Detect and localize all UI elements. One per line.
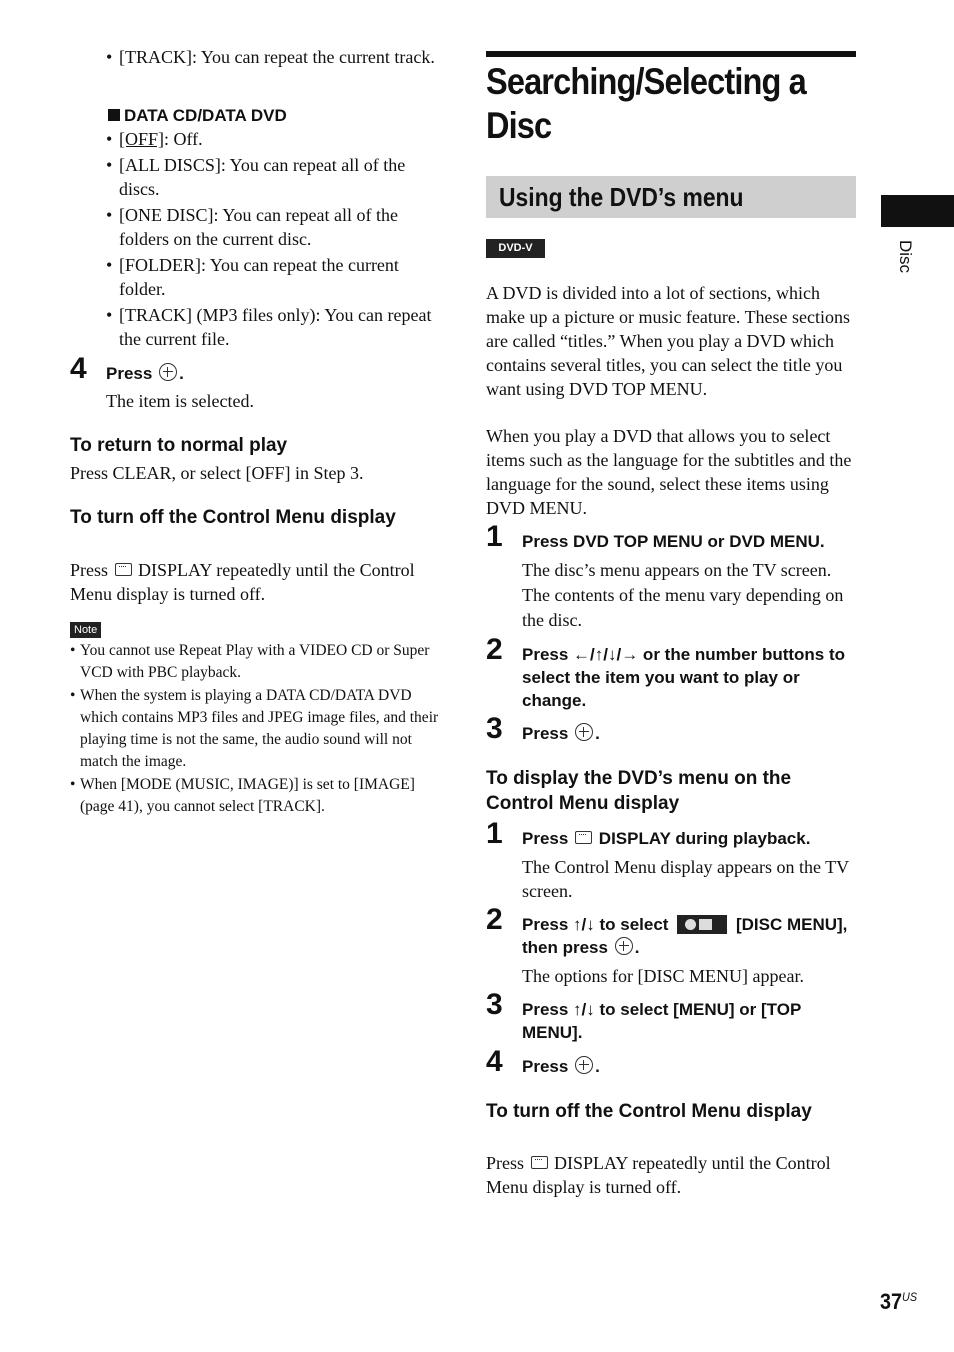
step-instruction: Press . [522,1057,600,1076]
list-item: • [OFF]: Off. [106,129,203,149]
section-heading: To turn off the Control Menu display [486,1101,812,1122]
side-tab-marker [881,195,954,227]
list-item: • [TRACK] (MP3 files only): You can repeat the current file. [106,305,432,349]
track-bullet-text: [TRACK]: You can repeat the current track. [119,47,435,67]
step-result: The Control Menu display appears on the TV screen. [522,857,849,901]
step-instruction: Press ↑/↓ to select [MENU] or [TOP MENU]. [522,1000,801,1042]
display-button-icon [115,563,132,576]
step-instruction: Press ←/↑/↓/→ or the number buttons to select the item you want to play or change. [522,645,846,710]
page-number: $37^{US}$ [880,1289,918,1314]
enter-button-icon [575,1056,593,1074]
section-banner-title: Using the DVD’s menu [499,182,744,212]
paragraph: Press DISPLAY repeatedly until the Control Menu display is turned off. [486,1153,831,1197]
step-number: 4 [70,352,87,385]
section-heading: To return to normal play [70,435,288,456]
title-rule [486,51,856,57]
page-title: Searching/Selecting a Disc [486,61,806,146]
step-instruction: Press ↑/↓ to select [DISC MENU], then press . [522,915,848,957]
intro-paragraph: A DVD is divided into a lot of sections, which make up a picture or music feature. These sections are called “titles.” When you play a DVD which contains several titles, you can select the title you want using DVD TOP MENU. [486,283,851,399]
step-number: 1 [486,817,503,850]
step-instruction: Press DISPLAY during playback. [522,829,811,848]
note-item: • You cannot use Repeat Play with a VIDEO CD or Super VCD with PBC playback. [70,642,430,681]
off-default-label: [OFF] [119,129,165,149]
list-item: • [ONE DISC]: You can repeat all of the folders on the current disc. [106,205,398,249]
list-item: • [FOLDER]: You can repeat the current folder. [106,255,399,299]
enter-button-icon [159,363,177,381]
dvd-v-badge: DVD-V [486,239,545,258]
step-number: 2 [486,903,503,936]
step-instruction: Press . [522,724,600,743]
page-suffix: US [902,1290,918,1304]
step-instruction: Press DVD TOP MENU or DVD MENU. [522,532,825,551]
step-number: 4 [486,1045,503,1078]
enter-button-icon [575,723,593,741]
track-bullet: • [TRACK]: You can repeat the current track. [106,47,435,67]
data-cd-heading [108,105,287,127]
paragraph: Press CLEAR, or select [OFF] in Step 3. [70,463,364,483]
step-number: 2 [486,633,503,666]
list-item: • [ALL DISCS]: You can repeat all of the discs. [106,155,406,199]
section-heading: To turn off the Control Menu display [70,507,396,528]
step-instruction: Press . [106,364,184,383]
side-tab-label: Disc [896,240,915,274]
step-result: The item is selected. [106,391,254,411]
step-result: The disc’s menu appears on the TV screen. The contents of the menu vary depending on the disc. [522,560,844,630]
note-label: Note [70,622,101,638]
square-bullet-icon [108,109,120,121]
note-item: • When [MODE (MUSIC, IMAGE)] is set to [IMAGE] (page 41), you cannot select [TRACK]. [70,776,415,815]
display-button-icon [531,1156,548,1169]
paragraph: Press DISPLAY repeatedly until the Control Menu display is turned off. [70,560,415,604]
step-number: 1 [486,520,503,553]
intro-paragraph: When you play a DVD that allows you to select items such as the language for the subtitles and the language for the sound, select these items using DVD MENU. [486,426,852,518]
step-number: 3 [486,712,503,745]
step-number: 3 [486,988,503,1021]
enter-button-icon [615,937,633,955]
note-item: • When the system is playing a DATA CD/DATA DVD which contains MP3 files and JPEG image files, and their playing time is not the same, the audio sound will not match the image. [70,687,439,770]
display-button-icon [575,831,592,844]
section-banner [486,176,856,218]
section-heading: To display the DVD’s menu on the Control Menu display [486,768,792,814]
step-result: The options for [DISC MENU] appear. [522,966,804,986]
disc-menu-icon [677,915,727,934]
data-cd-heading-text: DATA CD/DATA DVD [124,106,287,125]
